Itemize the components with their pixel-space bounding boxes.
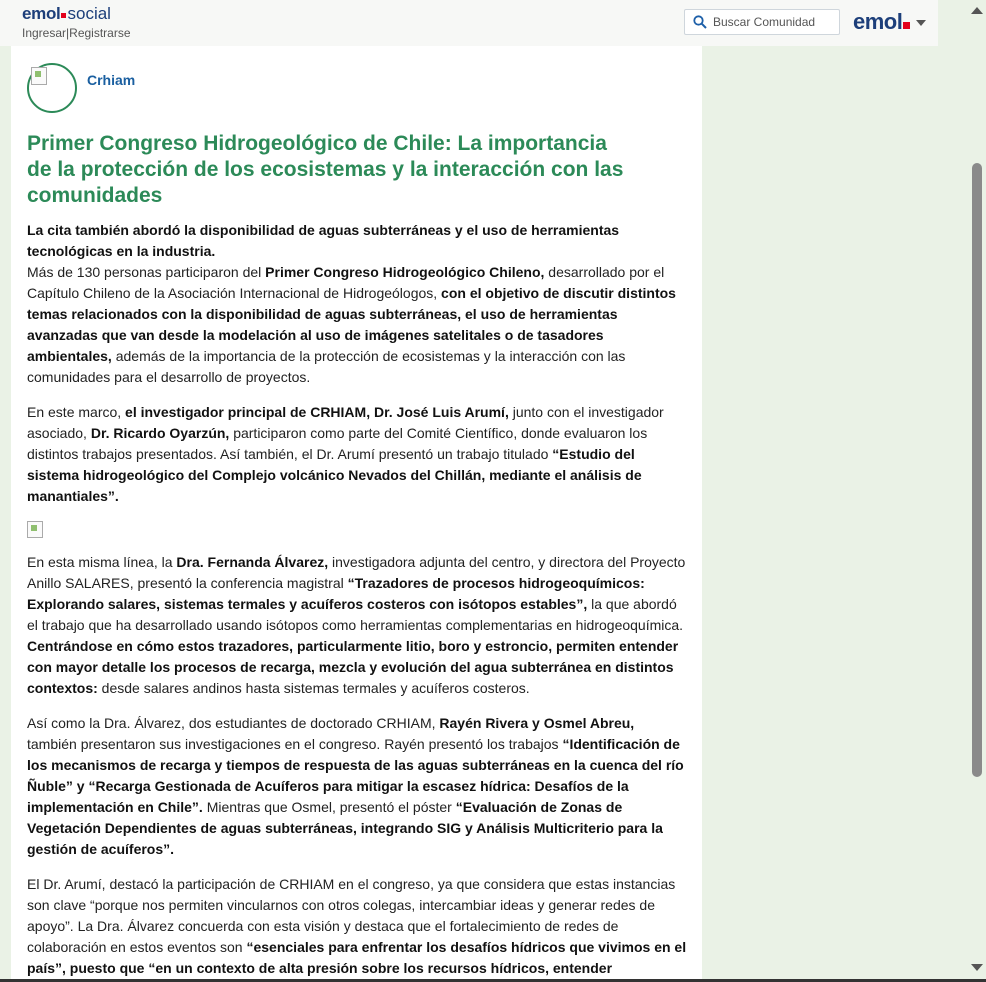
bold-span: Dra. Fernanda Álvarez,: [176, 554, 329, 570]
text-span: también presentaron sus investigaciones en el congreso. Rayén presentó los trabajos: [27, 736, 563, 752]
bold-span: Primer Congreso Hidrogeológico Chileno,: [265, 264, 545, 280]
paragraph: [27, 552, 687, 699]
bold-span: “Identificación de los mecanismos de recarga y tiempos de respuesta de las aguas subterráneas en la cuenca del río Ñuble” y “Recarga Gestionada de Acuíferos para mitigar la escasez hídrica: Desafíos de la implementación en Chile”.: [27, 736, 684, 815]
paragraph: [27, 402, 687, 507]
text-span: desarrollado por el Capítulo Chileno de la Asociación Internacional de Hidrogeólogos,: [27, 264, 665, 301]
bold-span: con el objetivo de discutir distintos temas relacionados con la disponibilidad de aguas subterráneas, el uso de herramientas avanzadas que van desde la modelación al uso de imágenes satelitales o de tasadores ambientales,: [27, 285, 676, 364]
bold-span: “Evaluación de Zonas de Vegetación Dependientes de aguas subterráneas, integrando SIG y Análisis Multicriterio para la gestión de acuíferos”.: [27, 799, 663, 857]
scroll-up-arrow-icon[interactable]: [971, 7, 983, 14]
article-body: [27, 220, 687, 982]
text-span: En esta misma línea, la: [27, 554, 177, 570]
bold-span: “Trazadores de procesos hidrogeoquímicos: Explorando salares, sistemas termales y acuíferos costeros con isótopos estables”,: [27, 575, 645, 612]
text-span: junto con el investigador asociado,: [27, 404, 664, 441]
emol-social-logo[interactable]: [22, 5, 111, 23]
auth-links: [22, 26, 131, 40]
text-span: El Dr. Arumí, destacó la participación de CRHIAM en el congreso, ya que considera que estas instancias son clave “porque nos permiten vincularnos con otros colegas, intercambiar ideas y generar redes de apoyo”. La Dra. Álvarez concuerda con esta visión y destaca que el fortalecimiento de redes de colaboración en estos eventos son: [27, 876, 676, 955]
broken-image-icon: [31, 67, 47, 85]
text-span: participaron como parte del Comité Científico, donde evaluaron los distintos trabajos presentados. Así también, el Dr. Arumí presentó un trabajo titulado: [27, 425, 648, 462]
text-span: desde salares andinos hasta sistemas termales y acuíferos costeros.: [97, 680, 530, 696]
text-span: la que abordó el trabajo que ha desarrollado usando isótopos como herramientas complementarias en hidrogeoquímica.: [27, 596, 684, 633]
avatar[interactable]: [27, 63, 77, 113]
broken-image-icon: [27, 521, 43, 538]
register-link[interactable]: Registrarse: [69, 26, 131, 40]
text-span: investigadora adjunta del centro, y directora del Proyecto Anillo SALARES, presentó la conferencia magistral: [27, 554, 686, 591]
search-icon[interactable]: [693, 15, 707, 29]
bold-span: Centrándose en cómo estos trazadores, particularmente litio, boro y estroncio, permiten entender con mayor detalle los procesos de recarga, mezcla y evolución del agua subterránea en distintos contextos:: [27, 638, 679, 696]
emol-logo-dot: [903, 22, 910, 29]
paragraph: [27, 713, 687, 860]
bold-span: “esenciales para enfrentar los desafíos hídricos que vivimos en el país”, puesto que “en un contexto de alta presión sobre los recursos hídricos, entender: [27, 939, 687, 976]
article-image-paragraph: [27, 521, 687, 538]
brand-light-text: social: [67, 4, 111, 23]
bold-span: “Estudio del sistema hidrogeológico del Complejo volcánico Nevados del Chillán, mediante el análisis de manantiales”.: [27, 446, 642, 504]
brand-dot: [61, 13, 66, 18]
scrollbar-thumb[interactable]: [972, 163, 982, 777]
text-span: En este marco,: [27, 404, 126, 420]
page-title: Primer Congreso Hidrogeológico de Chile: La importancia de la protección de los ecosistemas y la interacción con las comunidades: [27, 132, 624, 207]
text-span: Mientras que Osmel, presentó el póster: [202, 799, 456, 815]
bold-span: el investigador principal de CRHIAM, Dr. José Luis Arumí,: [125, 404, 509, 420]
paragraph: [27, 220, 687, 388]
top-bar: [0, 0, 938, 46]
login-link[interactable]: Ingresar: [22, 26, 67, 40]
text-span: Así como la Dra. Álvarez, dos estudiantes de doctorado CRHIAM,: [27, 715, 440, 731]
search-box[interactable]: [684, 9, 840, 35]
emol-logo-text: emol: [853, 9, 903, 34]
lead-text: La cita también abordó la disponibilidad de aguas subterráneas y el uso de herramientas tecnológicas en la industria.: [27, 222, 620, 259]
search-input[interactable]: [713, 13, 833, 31]
brand-bold-text: emol: [22, 4, 61, 23]
bold-span: Rayén Rivera y Osmel Abreu,: [439, 715, 635, 731]
auth-separator: |: [66, 26, 70, 40]
text-span: Más de 130 personas participaron del: [27, 264, 266, 280]
author-name[interactable]: Crhiam: [87, 72, 136, 88]
emol-logo[interactable]: [853, 9, 910, 35]
post-content: [11, 46, 702, 982]
text-span: además de la importancia de la protección de ecosistemas y la interacción con las comunidades para el desarrollo de proyectos.: [27, 348, 626, 385]
scroll-down-arrow-icon[interactable]: [971, 964, 983, 971]
chevron-down-icon[interactable]: [916, 20, 926, 26]
paragraph: [27, 874, 687, 979]
bold-span: Dr. Ricardo Oyarzún,: [90, 425, 230, 441]
